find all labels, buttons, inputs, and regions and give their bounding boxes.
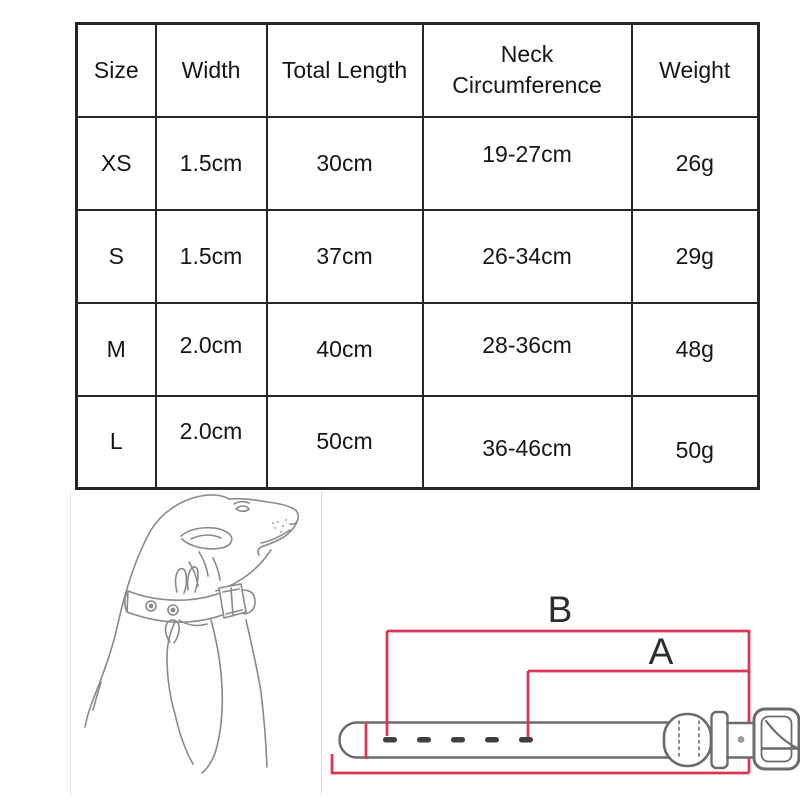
collar-length-diagram xyxy=(320,580,800,800)
table-row-m xyxy=(77,303,759,396)
keeper-bar xyxy=(712,712,728,768)
cell-size: S xyxy=(77,210,156,303)
cell-width: 2.0cm xyxy=(156,396,267,489)
cell-neck-circumference: 36-46cm xyxy=(423,396,632,489)
dog-ear xyxy=(181,528,232,549)
collar-grommet-center xyxy=(171,608,174,611)
d-ring-loop xyxy=(664,714,711,766)
size-table xyxy=(75,22,760,490)
cell-size: XS xyxy=(77,117,156,210)
cell-total-length: 50cm xyxy=(267,396,423,489)
dog-back-neck xyxy=(85,632,116,727)
dog-eye xyxy=(236,506,249,511)
cell-total-length: 40cm xyxy=(267,303,423,396)
dog-jaw xyxy=(216,550,271,591)
hand-right-side xyxy=(202,620,222,773)
table-row-l xyxy=(77,396,759,489)
cell-weight: 48g xyxy=(632,303,759,396)
col-header-total-length: Total Length xyxy=(267,24,423,117)
dog-nose-front xyxy=(261,519,298,547)
label-total-length-b: B xyxy=(547,589,573,630)
strap-hole-dot xyxy=(738,736,745,743)
cell-size: M xyxy=(77,303,156,396)
fur-stroke xyxy=(213,558,220,580)
hand-index-finger xyxy=(176,569,187,593)
cell-weight: 26g xyxy=(632,117,759,210)
cell-weight: 29g xyxy=(632,210,759,303)
cell-total-length: 30cm xyxy=(267,117,423,210)
dog-chest xyxy=(246,620,267,767)
dog-mouth-corner xyxy=(258,547,261,555)
dog-sketch xyxy=(71,492,321,795)
cell-size: L xyxy=(77,396,156,489)
col-header-neck-circumference: Neck Circumference xyxy=(423,24,632,117)
fur-stroke xyxy=(199,552,208,576)
label-adjust-length-a: A xyxy=(648,631,674,672)
header-row xyxy=(77,24,759,117)
col-header-weight: Weight xyxy=(632,24,759,117)
cell-neck-circumference: 28-36cm xyxy=(423,303,632,396)
collar-sketch xyxy=(340,709,800,769)
collar-hole xyxy=(519,737,533,743)
cell-neck-circumference: 19-27cm xyxy=(423,117,632,210)
cell-width: 1.5cm xyxy=(156,117,267,210)
hand-palm-left xyxy=(167,622,193,764)
dog-head-sketch xyxy=(85,495,298,773)
table-row-s xyxy=(77,210,759,303)
cell-weight: 50g xyxy=(632,396,759,489)
collar-hole xyxy=(451,737,465,743)
collar-grommet-center xyxy=(149,604,152,607)
cell-total-length: 37cm xyxy=(267,210,423,303)
col-header-size: Size xyxy=(77,24,156,117)
table-row-xs xyxy=(77,117,759,210)
cell-width: 2.0cm xyxy=(156,303,267,396)
dog-brow xyxy=(234,502,249,504)
cell-neck-circumference: 26-34cm xyxy=(423,210,632,303)
dog-ear-inner xyxy=(191,535,221,539)
collar-hole xyxy=(383,737,397,743)
collar-hole xyxy=(417,737,431,743)
dog-muzzle-speckles xyxy=(272,519,287,533)
col-header-width: Width xyxy=(156,24,267,117)
hand-thumb xyxy=(166,620,180,643)
cell-width: 1.5cm xyxy=(156,210,267,303)
collar-hole xyxy=(485,737,499,743)
dog-measurement-figure xyxy=(70,492,322,795)
